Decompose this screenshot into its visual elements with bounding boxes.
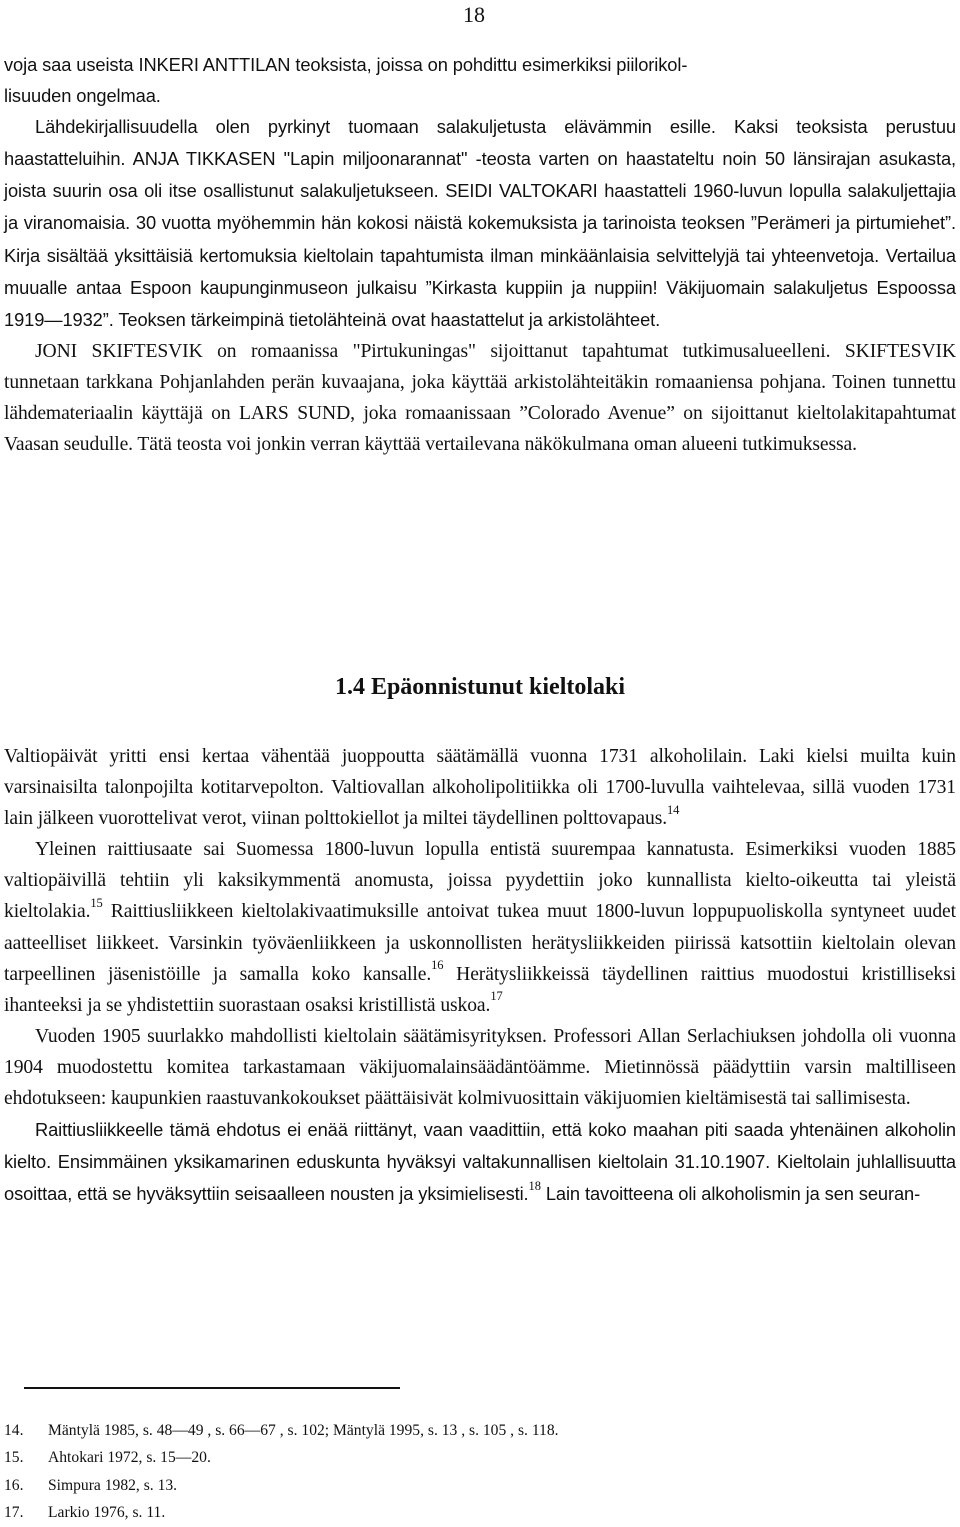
footnote-text: Simpura 1982, s. 13. (48, 1476, 178, 1494)
section-paragraph-1-text: Valtiopäivät yritti ensi kertaa vähentää juoppoutta säätämällä vuonna 1731 alkoholilain. Laki kielsi muilta kuin varsinaisilta talonpojilta kotitarvepolton. Valtiovallan alkoholipolitiikka oli 1700-luvulla vaihtelevaa, sillä vuoden 1731 lain jälkeen vuorottelivat verot, viinan polttokiellot ja miltei täydellinen polttovapaus. (4, 746, 956, 830)
footnote-ref-15[interactable]: 15 (90, 895, 103, 910)
section-paragraph-1 (4, 741, 956, 834)
footnote-number: 14. (4, 1422, 24, 1439)
sources-paragraph-intro: Lähdekirjallisuudella olen pyrkinyt tuomaan salakuljetusta elävämmin esille. Kaksi teoksista perustuu haastatteluihin. (4, 116, 956, 170)
section-paragraph-4-text-a: Raittiusliikkeelle tämä ehdotus ei enää riittänyt, vaan vaadittiin, että koko maahan piti saada yhtenäinen alkoholin kielto. Ensimmäinen yksikamarinen eduskunta hyväksyi valtakunnallisen kieltolain 31.10.1907. Kieltolain juhlallisuutta osoittaa, että se hyväksyttiin seisaalleen nousten ja yksimielisesti. (4, 1119, 956, 1205)
footnote-ref-18[interactable]: 18 (528, 1178, 541, 1193)
sources-paragraph (4, 111, 956, 336)
section-text (4, 741, 956, 1210)
section-paragraph-2-text-a: Yleinen raittiusaate sai Suomessa 1800-luvun lopulla entistä suurempaa kannatusta. Esimerkiksi vuoden 1885 valtiopäivillä tehtiin yli kaksikymmentä anomusta, joissa pyydettiin joko kunnallista kielto-oikeutta tai yleistä kieltolakia. (4, 839, 956, 923)
footnote-ref-17[interactable]: 17 (490, 989, 503, 1004)
footnote-number: 15. (4, 1449, 24, 1467)
sources-paragraph-body: ANJA TIKKASEN "Lapin miljoonarannat" -teosta varten on haastateltu noin 50 länsirajan asukasta, joista suurin osa oli itse osallistunut salakuljetukseen. SEIDI VALTOKARI haastatteli 1960-luvun lopulla salakuljettajia ja viranomaisia. 30 vuotta myöhemmin hän kokosi näistä kokemuksista ja tarinoista teoksen ”Perämeri ja pirtumiehet”. Kirja sisältää yksittäisiä kertomuksia kieltolain tapahtumista ilman minkäänlaisia selvittelyjä tai yhteenvetoja. Vertailua muualle antaa Espoon kaupunginmuseon julkaisu ”Kirkasta kuppiin ja nuppiin! Väkijuomain salakuljetus Espoossa 1919—1932”. Teoksen tärkeimpinä tietolähteinä ovat haastattelut ja arkistolähteet. (4, 148, 957, 330)
section-paragraph-2-text-b: Raittiusliikkeen kieltolakivaatimuksille antoivat tukea muut 1800-luvun loppupuoliskolla syntyneet uudet aatteelliset liikkeet. Varsinkin työväenliikkeen ja uskonnollisten herätysliikkeiden piirissä katsottiin kieltolain olevan tarpeellinen jäsenistöille ja samalla koko kansalle. (4, 901, 956, 985)
section-paragraph-2 (4, 834, 956, 1021)
footnote-divider (24, 1387, 400, 1389)
section-paragraph-2-text-c: Herätysliikkeissä täydellinen raittius muodostui kristilliseksi ihanteeksi ja se yhdistettiin suorastaan osaksi kristillistä uskoa. (4, 963, 956, 1016)
intro-text (4, 49, 956, 460)
footnote-14 (4, 1417, 944, 1444)
page-number: 18 (463, 2, 485, 27)
section-paragraph-4-text-b: Lain tavoitteena oli alkoholismin ja sen seuran- (540, 1183, 921, 1205)
footnote-number: 16. (4, 1476, 24, 1494)
section-paragraph-3: Vuoden 1905 suurlakko mahdollisti kieltolain säätämisyrityksen. Professori Allan Serlachiuksen johdolla oli vuonna 1904 muodostettu komitea tarkastamaan väkijuomalainsäädäntöämme. Mietinnössä päädyttiin varsin maltilliseen ehdotukseen: kaupunkien raastuvankokoukset päättäisivät kolmivuosittain väkijuomien kieltämisestä tai sallimisesta. (4, 1025, 956, 1110)
footnote-text: Larkio 1976, s. 11. (48, 1504, 166, 1522)
footnote-17 (4, 1499, 944, 1526)
footnote-15 (4, 1444, 944, 1471)
paragraph-continuation-line-2: lisuuden ongelmaa. (4, 85, 161, 107)
paragraph-continuation-line-1: voja saa useista INKERI ANTTILAN teoksista, joissa on pohdittu esimerkiksi piilorikol- (4, 54, 688, 75)
footnote-ref-14[interactable]: 14 (667, 802, 680, 817)
footnote-text: Mäntylä 1985, s. 48—49 , s. 66—67 , s. 102; Mäntylä 1995, s. 13 , s. 105 , s. 118. (48, 1422, 559, 1439)
footnote-ref-16[interactable]: 16 (431, 958, 444, 973)
footnote-16 (4, 1472, 944, 1499)
section-paragraph-4 (4, 1114, 956, 1210)
footnote-number: 17. (4, 1504, 24, 1522)
footnotes (4, 1417, 944, 1527)
footnote-text: Ahtokari 1972, s. 15—20. (48, 1449, 211, 1467)
novels-paragraph: JONI SKIFTESVIK on romaanissa "Pirtukuningas" sijoittanut tapahtumat tutkimusalueelleni. SKIFTESVIK tunnetaan tarkkana Pohjanlahden perän kuvaajana, joka käyttää arkistolähteitäkin romaaniensa pohjana. Toinen tunnettu lähdemateriaalin käyttäjä on LARS SUND, joka romaanissaan ”Colorado Avenue” on sijoittanut kieltolakitapahtumat Vaasan seudulle. Tätä teosta voi jonkin verran käyttää vertailevana näkökulmana oman alueeni tutkimuksessa. (4, 340, 956, 456)
section-heading: 1.4 Epäonnistunut kieltolaki (334, 674, 626, 700)
